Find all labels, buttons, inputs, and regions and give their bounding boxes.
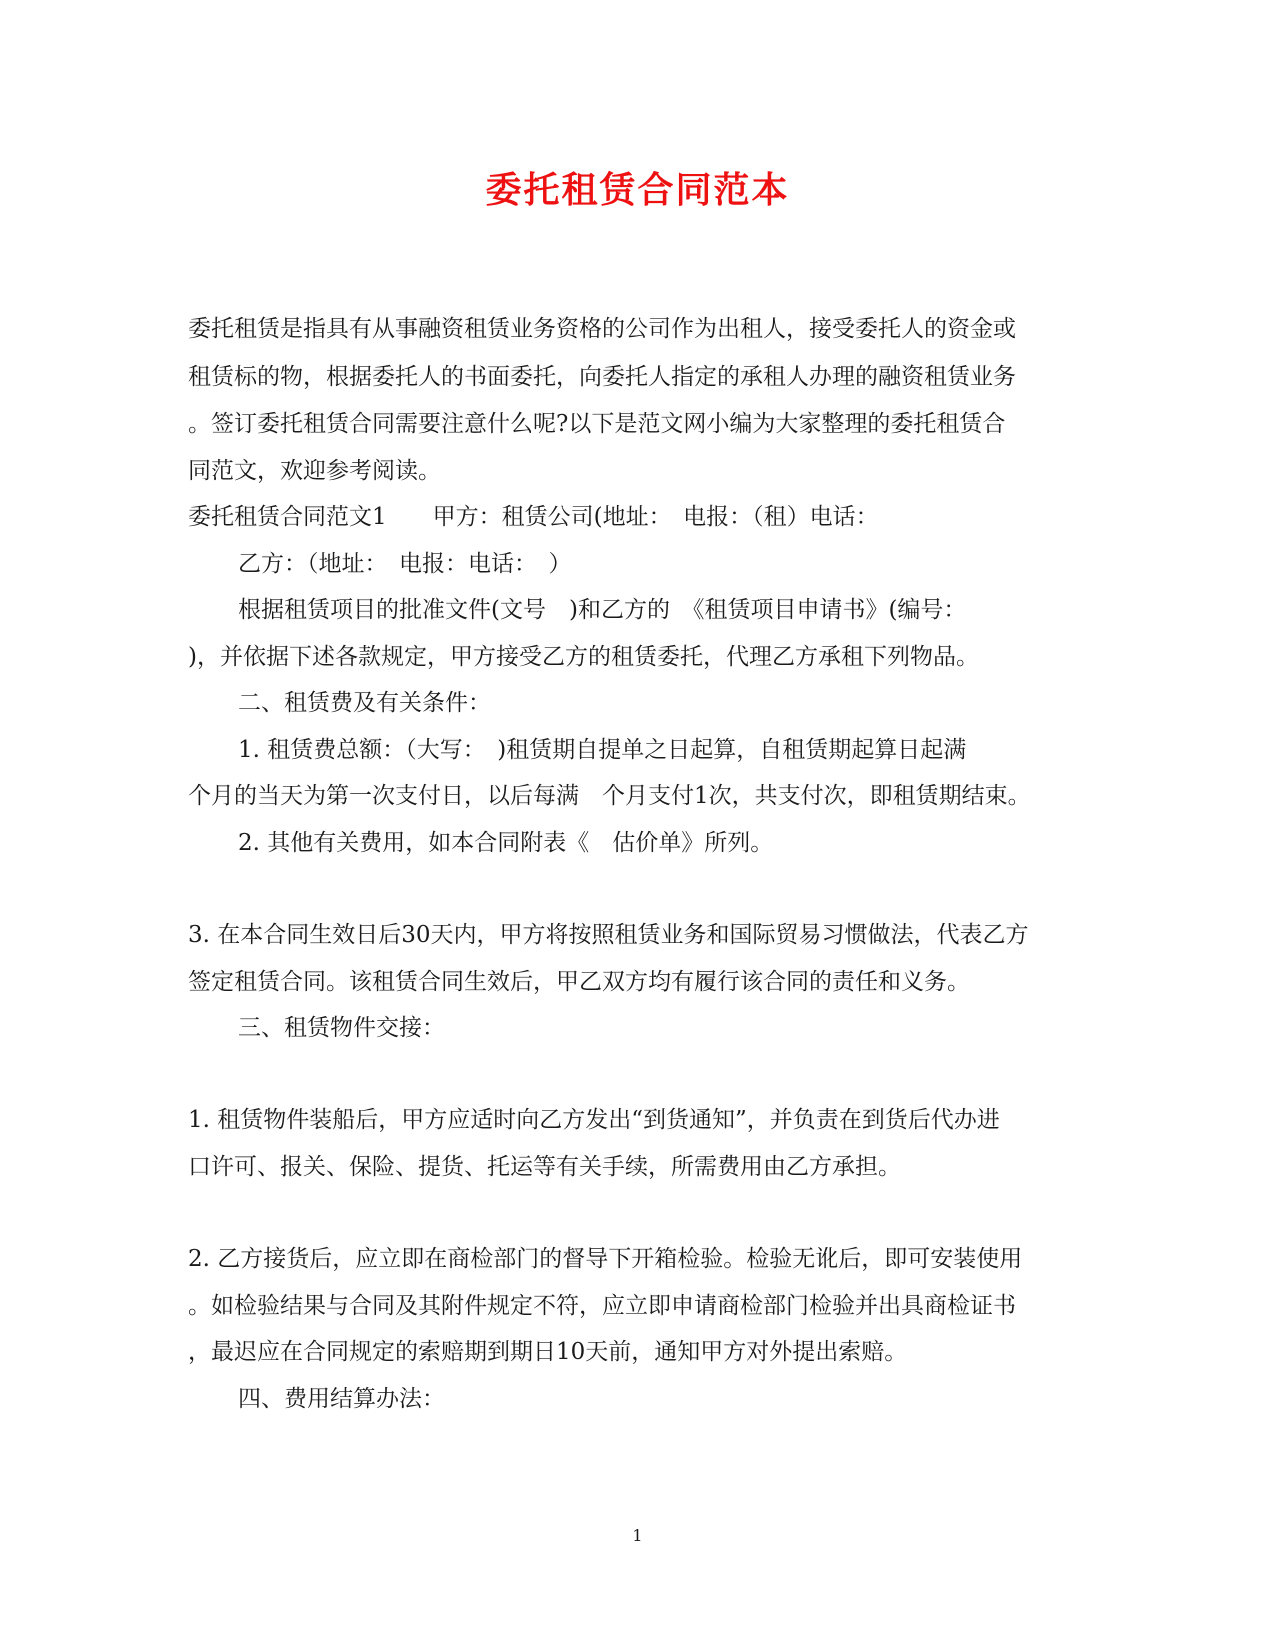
clause-2-2: 2. 其他有关费用，如本合同附表《 估价单》所列。 xyxy=(238,830,774,856)
party-a-line: 委托租赁合同范文1 甲方：租赁公司(地址： 电报：（租）电话： xyxy=(188,504,879,530)
clause-3-2-line-3: ，最迟应在合同规定的索赔期到期日10天前，通知甲方对外提出索赔。 xyxy=(188,1339,908,1365)
section-4-heading: 四、费用结算办法： xyxy=(238,1386,445,1412)
clause-2-1-line-2: 个月的当天为第一次支付日，以后每满 个月支付1次，共支付次，即租赁期结束。 xyxy=(188,783,1031,809)
clause-2-3-line-2: 签定租赁合同。该租赁合同生效后，甲乙双方均有履行该合同的责任和义务。 xyxy=(188,969,970,995)
intro-line-4: 同范文，欢迎参考阅读。 xyxy=(188,458,441,484)
clause-3-1-line-1: 1. 租赁物件装船后，甲方应适时向乙方发出“到货通知”，并负责在到货后代办进 xyxy=(188,1107,1000,1133)
page-number: 1 xyxy=(632,1526,643,1545)
clause-2-3-line-1: 3. 在本合同生效日后30天内，甲方将按照租赁业务和国际贸易习惯做法，代表乙方 xyxy=(188,922,1029,948)
section-2-heading: 二、租赁费及有关条件： xyxy=(238,690,491,716)
clause-3-2-line-1: 2. 乙方接货后，应立即在商检部门的督导下开箱检验。检验无讹后，即可安装使用 xyxy=(188,1246,1023,1272)
intro-line-3: 。签订委托租赁合同需要注意什么呢?以下是范文网小编为大家整理的委托租赁合 xyxy=(188,411,1006,437)
intro-line-2: 租赁标的物，根据委托人的书面委托，向委托人指定的承租人办理的融资租赁业务 xyxy=(188,364,1016,390)
clause-2-1-line-1: 1. 租赁费总额：（大写： )租赁期自提单之日起算，自租赁期起算日起满 xyxy=(238,737,967,763)
clause-3-1-line-2: 口许可、报关、保险、提货、托运等有关手续，所需费用由乙方承担。 xyxy=(188,1154,901,1180)
basis-line-1: 根据租赁项目的批准文件(文号 )和乙方的 《租赁项目申请书》(编号： xyxy=(238,597,967,623)
clause-3-2-line-2: 。如检验结果与合同及其附件规定不符，应立即申请商检部门检验并出具商检证书 xyxy=(188,1293,1016,1319)
basis-line-2: )，并依据下述各款规定，甲方接受乙方的租赁委托，代理乙方承租下列物品。 xyxy=(188,644,979,670)
section-3-heading: 三、租赁物件交接： xyxy=(238,1015,445,1041)
document-title: 委托租赁合同范本 xyxy=(485,169,790,211)
party-b-line: 乙方：（地址： 电报：电话： ） xyxy=(238,551,572,577)
intro-line-1: 委托租赁是指具有从事融资租赁业务资格的公司作为出租人，接受委托人的资金或 xyxy=(188,316,1016,342)
